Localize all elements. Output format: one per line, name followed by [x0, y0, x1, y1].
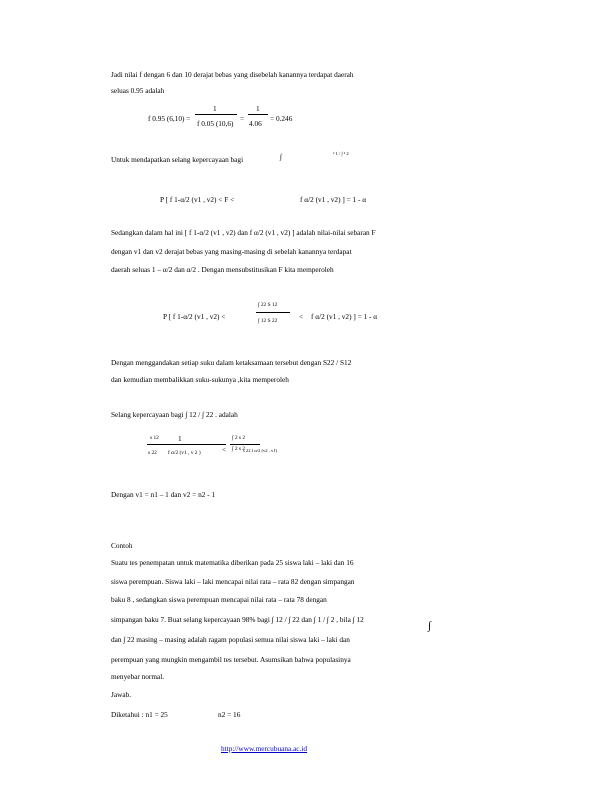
- formula3-frac-c: [230, 444, 260, 445]
- paragraph6-text: Dengan v1 = n1 – 1 dan v2 = n2 - 1: [111, 490, 216, 499]
- paragraph3-line3: daerah seluas 1 – α/2 dan α/2 . Dengan mensubstitusikan F kita memperoleh: [111, 265, 334, 274]
- formula1-frac1: [195, 114, 237, 115]
- paragraph2-text: Untuk mendapatkan selang kepercayaan bagi: [111, 155, 244, 164]
- formula3-lt: <: [222, 445, 227, 454]
- formula1-den1: f 0.05 (10,6): [197, 119, 234, 128]
- formula1-eq: =: [240, 114, 245, 123]
- paragraph3-line2: dengan v1 dan v2 derajat bebas yang masing-masing di sebelah kanannya terdapat: [111, 247, 352, 256]
- formula1-frac2: [248, 114, 268, 115]
- example-line4: simpangan baku 7. Buat selang kepercayaan 98% bagi ∫ 12 / ∫ 22 dan ∫ 1 / ∫ 2 , bila ∫ 12: [111, 615, 364, 624]
- answer-n2: n2 = 16: [218, 710, 241, 719]
- example-line1: Suatu tes penempatan untuk matematika diberikan pada 25 siswa laki – laki dan 16: [111, 558, 354, 567]
- answer-heading: Jawab.: [111, 690, 132, 699]
- paragraph3-line1: Sedangkan dalam hal ini [ f 1-α/2 (v1 , v2) dan f α/2 (v1 , v2) ] adalah nilai-nilai sebaran F: [111, 228, 376, 237]
- example-line7: menyebar normal.: [111, 672, 165, 681]
- paragraph5-text: Selang kepercayaan bagi ∫ 12 / ∫ 22 . adalah: [111, 410, 238, 419]
- prob2-right: f α/2 (v1 , v2) ] = 1 - α: [311, 312, 378, 321]
- prob2-lt: <: [299, 312, 304, 321]
- example-stray-symbol: ∫: [428, 620, 432, 632]
- footer-link[interactable]: http://www.mercubuana.ac.id: [221, 744, 308, 753]
- formula1-lhs: f 0.95 (6,10) =: [148, 114, 191, 123]
- prob1-right: f α/2 (v1 , v2) ] = 1 - α: [300, 195, 367, 204]
- paragraph2-ratio: ² 1 / ∫ ² 2: [333, 151, 349, 156]
- formula3-tail: s 22 f α/2 (v2 , v1): [243, 448, 278, 453]
- prob2-num: ∫ 22 S 12: [258, 302, 278, 308]
- formula3-den-b: ∫ 2 s 2: [232, 446, 246, 452]
- formula3-one: 1: [178, 434, 182, 443]
- answer-known: Diketahui : n1 = 25: [111, 710, 168, 719]
- formula3-den-a: s 22: [148, 450, 157, 456]
- prob1-left: P [ f 1-α/2 (v1 , v2) < F <: [160, 195, 235, 204]
- formula3-f-a: f α/2 (v1 , v 2 ): [168, 450, 201, 456]
- formula3-num-b: ∫ 2 s 2: [232, 435, 246, 441]
- example-line5: dan ∫ 22 masing – masing adalah ragam populasi semua nilai siswa laki – laki dan: [111, 635, 350, 644]
- paragraph4-line1: Dengan menggandakan setiap suku dalam ketaksamaan tersebut dengan S22 / S12: [111, 358, 352, 367]
- formula1-num1: 1: [213, 104, 217, 113]
- prob2-den: ∫ 12 S 22: [258, 318, 278, 324]
- example-line6: perempuan yang mungkin mengambil tes tersebut. Asumsikan bahwa populasinya: [111, 655, 351, 664]
- paragraph2-sym: ∫: [280, 152, 282, 161]
- prob2-frac: [256, 312, 290, 313]
- paragraph4-line2: dan kemudian membalikkan suku-sukunya ,kita memperoleh: [111, 375, 289, 384]
- formula3-num-a: s 12: [150, 435, 159, 441]
- formula3-frac-b: [166, 444, 226, 445]
- formula1-num2: 1: [256, 104, 260, 113]
- paragraph1-line2: seluas 0.95 adalah: [111, 86, 165, 95]
- prob2-left: P [ f 1-α/2 (v1 , v2) <: [163, 312, 226, 321]
- example-line3: baku 8 , sedangkan siswa perempuan mencapai nilai rata – rata 78 dengan: [111, 595, 327, 604]
- paragraph1-line1: Jadi nilai f dengan 6 dan 10 derajat bebas yang disebelah kanannya terdapat daerah: [111, 70, 354, 79]
- example-line2: siswa perempuan. Siswa laki – laki mencapai nilai rata – rata 82 dengan simpangan: [111, 577, 355, 586]
- example-heading: Contoh: [111, 541, 133, 550]
- formula1-den2: 4.06: [249, 119, 262, 128]
- formula1-result: = 0.246: [270, 114, 293, 123]
